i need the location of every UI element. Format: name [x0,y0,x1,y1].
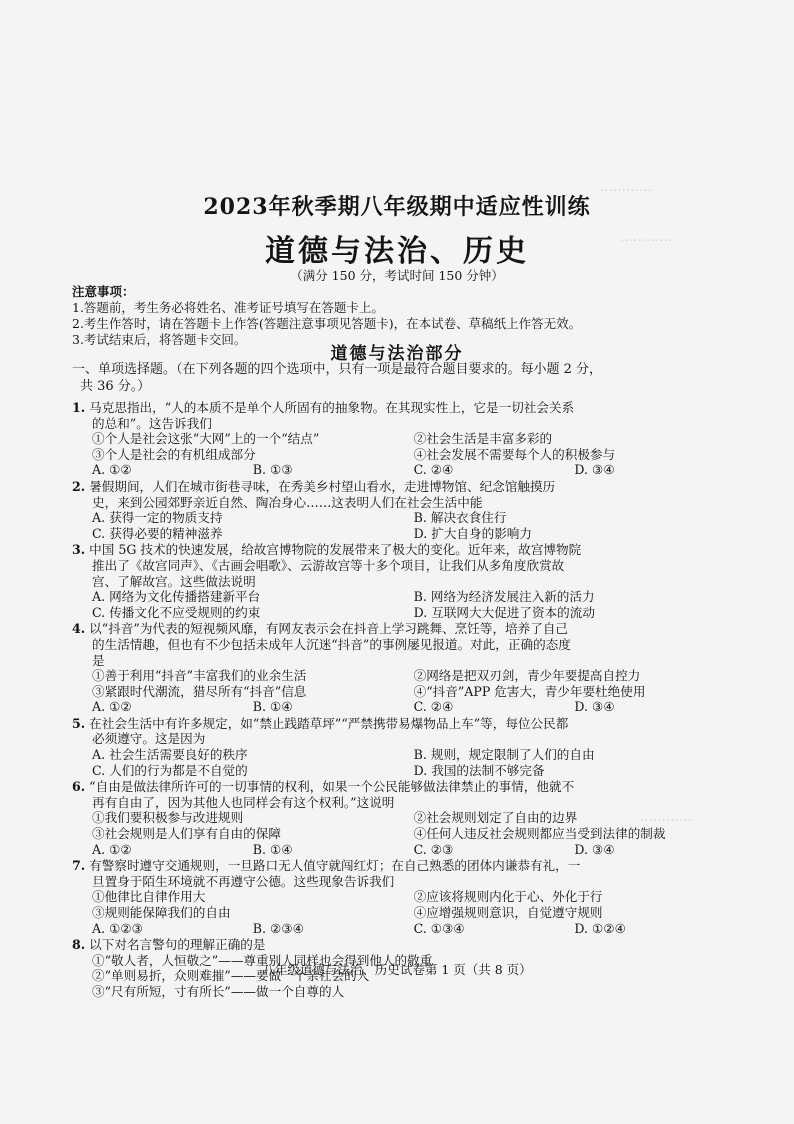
question-stem: 在社会生活中有许多规定，如“禁止践踏草坪”“严禁携带易爆物品上车”等，每位公民都 [89,715,569,731]
question-7 [72,858,762,936]
question-stem: 宫、了解故宫。这些做法说明 [92,573,256,589]
question-1 [72,400,762,478]
part-one-line: 一、单项选择题。（在下列各题的四个选项中，只有一项是最符合题目要求的。每小题 2 分， [72,362,603,377]
statement: ②社会生活是丰富多彩的 [413,431,553,447]
statement-row [72,905,762,921]
question-stem: 暑假期间，人们在城市街巷寻味，在秀美乡村望山看水，走进博物馆、纪念馆触摸历 [89,478,556,494]
question-number: 2. [72,478,86,494]
question-stem: 的生活情趣，但也有不少包括未成年人沉迷“抖音”的事例屡见报道。对此，正确的态度 [92,636,571,652]
question-stem: 马克思指出，“人的本质不是单个人所固有的抽象物。在其现实性上，它是一切社会关系 [89,400,575,415]
option-b: B. ①④ [252,699,293,715]
question-number: 5. [72,715,86,731]
option-d: D. 扩大自身的影响力 [413,525,532,541]
statement: ④任何人违反社会规则都应当受到法律的制裁 [413,826,666,842]
option-d: D. ③④ [574,699,615,715]
statement-row [72,889,762,905]
bleed-through-text: ………… [640,810,692,825]
notes-item: 2.考生作答时，请在答题卡上作答(答题注意事项见答题卡)，在本试卷、草稿纸上作答无效。 [72,316,582,331]
statement: ③“尺有所短，寸有所长”——做一个自尊的人 [92,983,345,999]
option-b: B. 解决衣食住行 [413,510,507,526]
statement: ④“抖音”APP 危害大，青少年要杜绝使用 [413,683,646,699]
question-stem: 有警察时遵守交通规则，一旦路口无人值守就闯红灯；在自己熟悉的团体内谦恭有礼，一 [89,858,581,874]
statement: ③社会规则是人们享有自由的保障 [92,826,281,842]
option-a: A. 网络为文化传播搭建新平台 [92,589,261,605]
option-b: B. ②③④ [252,920,304,936]
statement: ①善于利用“抖音”丰富我们的业余生活 [92,668,307,684]
score-time-line: （满分 150 分，考试时间 150 分钟） [290,268,504,283]
option-a: A. ①② [92,699,132,715]
exam-title: 2023年秋季期八年级期中适应性训练 [203,194,591,220]
question-stem: 推出了《故宫同声》、《古画会唱歌》、云游故宫等十多个项目，让我们从多角度欣赏故 [92,557,565,573]
statement: ①“敬人者，人恒敬之”——尊重别人同样也会得到他人的敬重 [92,952,433,968]
question-stem: 旦置身于陌生环境就不再遵守公德。这些现象告诉我们 [92,873,395,889]
option-c: C. ②③ [413,841,454,857]
option-a: A. 社会生活需要良好的秩序 [92,747,248,763]
statement: ①个人是社会这张“大网”上的一个“结点” [92,431,320,447]
option-a: A. ①② [92,841,132,857]
question-number: 7. [72,858,86,874]
option-d: D. 互联网大大促进了资本的流动 [413,604,595,620]
question-number: 1. [72,400,86,415]
statement: ③紧跟时代潮流，猎尽所有“抖音”信息 [92,683,307,699]
option-row [72,699,762,715]
question-stem: 是 [92,652,105,668]
statement-row [72,668,762,684]
option-row [72,462,762,478]
statement: ②网络是把双刃剑，青少年要提高自控力 [413,668,641,684]
statement: ①他律比自律作用大 [92,889,206,905]
question-stem: “自由是做法律所许可的一切事情的权利，如果一个公民能够做法律禁止的事情，他就不 [89,779,575,795]
statement: ③个人是社会的有机组成部分 [92,446,256,462]
page-footer: 八年级道德与法治、历史试卷第 1 页（共 8 页） [262,962,532,977]
question-4 [72,621,762,715]
statement-row [72,826,762,842]
statement-row [72,431,762,447]
option-c: C. ②④ [413,699,454,715]
question-number: 6. [72,779,86,795]
question-stem: 再有自由了，因为其他人也同样会有这个权利。”这说明 [92,794,395,810]
notes-item: 3.考试结束后，将答题卡交回。 [72,332,247,347]
statement: ③规则能保障我们的自由 [92,905,231,920]
option-c: C. 获得必要的精神滋养 [92,525,223,541]
bleed-through-text: ………… [600,180,652,195]
option-b: B. 规则，规定限制了人们的自由 [413,747,595,763]
question-stem: 以“抖音”为代表的短视频风靡，有网友表示会在抖音上学习跳舞、烹饪等，培养了自己 [89,621,569,637]
option-d: D. ③④ [574,462,615,478]
option-d: D. ①②④ [574,920,626,936]
exam-subject-title: 道德与法治、历史 [265,234,529,269]
option-row [72,526,762,542]
question-2 [72,479,762,541]
part-one-instructions [72,361,762,395]
section-title: 道德与法治部分 [330,344,464,364]
question-3 [72,542,762,620]
option-row [72,747,762,763]
part-one-line: 共 36 分。） [80,379,151,394]
option-d: D. 我国的法制不够完备 [413,762,545,778]
option-d: D. ③④ [574,841,615,857]
option-b: B. 网络为经济发展注入新的活力 [413,589,595,605]
statement-row [72,447,762,463]
option-c: C. ①③④ [413,920,465,936]
question-5 [72,716,762,778]
notes-item: 1.答题前，考生务必将姓名、准考证号填写在答题卡上。 [72,300,384,315]
statement-row [72,684,762,700]
question-stem: 的总和”。这告诉我们 [92,415,212,431]
statement: ②社会规则划定了自由的边界 [413,810,578,826]
question-stem: 必须遵守。这是因为 [92,731,206,747]
option-c: C. 人们的行为都是不自觉的 [92,762,248,778]
statement: ④社会发展不需要每个人的积极参与 [413,446,616,462]
question-6 [72,779,762,857]
option-c: C. 传播文化不应受规则的约束 [92,604,261,620]
question-stem: 中国 5G 技术的快速发展，给故宫博物院的发展带来了极大的变化。近年来，故宫博物院 [89,542,582,558]
question-list [72,400,762,1001]
option-row [72,763,762,779]
option-c: C. ②④ [413,462,454,478]
option-row [72,605,762,621]
question-number: 8. [72,937,86,953]
statement: ①我们要积极参与改进规则 [92,810,244,826]
notes-label: 注意事项： [72,284,135,299]
statement-row [72,810,762,826]
question-stem: 史，来到公园郊野亲近自然、陶冶身心……这表明人们在社会生活中能 [92,494,483,510]
option-row [72,921,762,937]
bleed-through-text: ………… [620,230,672,245]
option-a: A. ①② [92,462,132,478]
option-row [72,589,762,605]
option-row [72,842,762,858]
question-number: 4. [72,621,86,637]
option-a: A. 获得一定的物质支持 [92,510,223,526]
question-number: 3. [72,542,86,558]
option-b: B. ①④ [252,841,293,857]
option-a: A. ①②③ [92,920,143,936]
question-stem: 以下对名言警句的理解正确的是 [89,937,266,953]
statement: ②“单则易折，众则难摧”——要做一个亲社会的人 [92,968,370,984]
statement: ②应该将规则内化于心、外化于行 [413,889,603,905]
statement: ④应增强规则意识，自觉遵守规则 [413,905,603,920]
option-b: B. ①③ [252,462,293,478]
option-row [72,510,762,526]
